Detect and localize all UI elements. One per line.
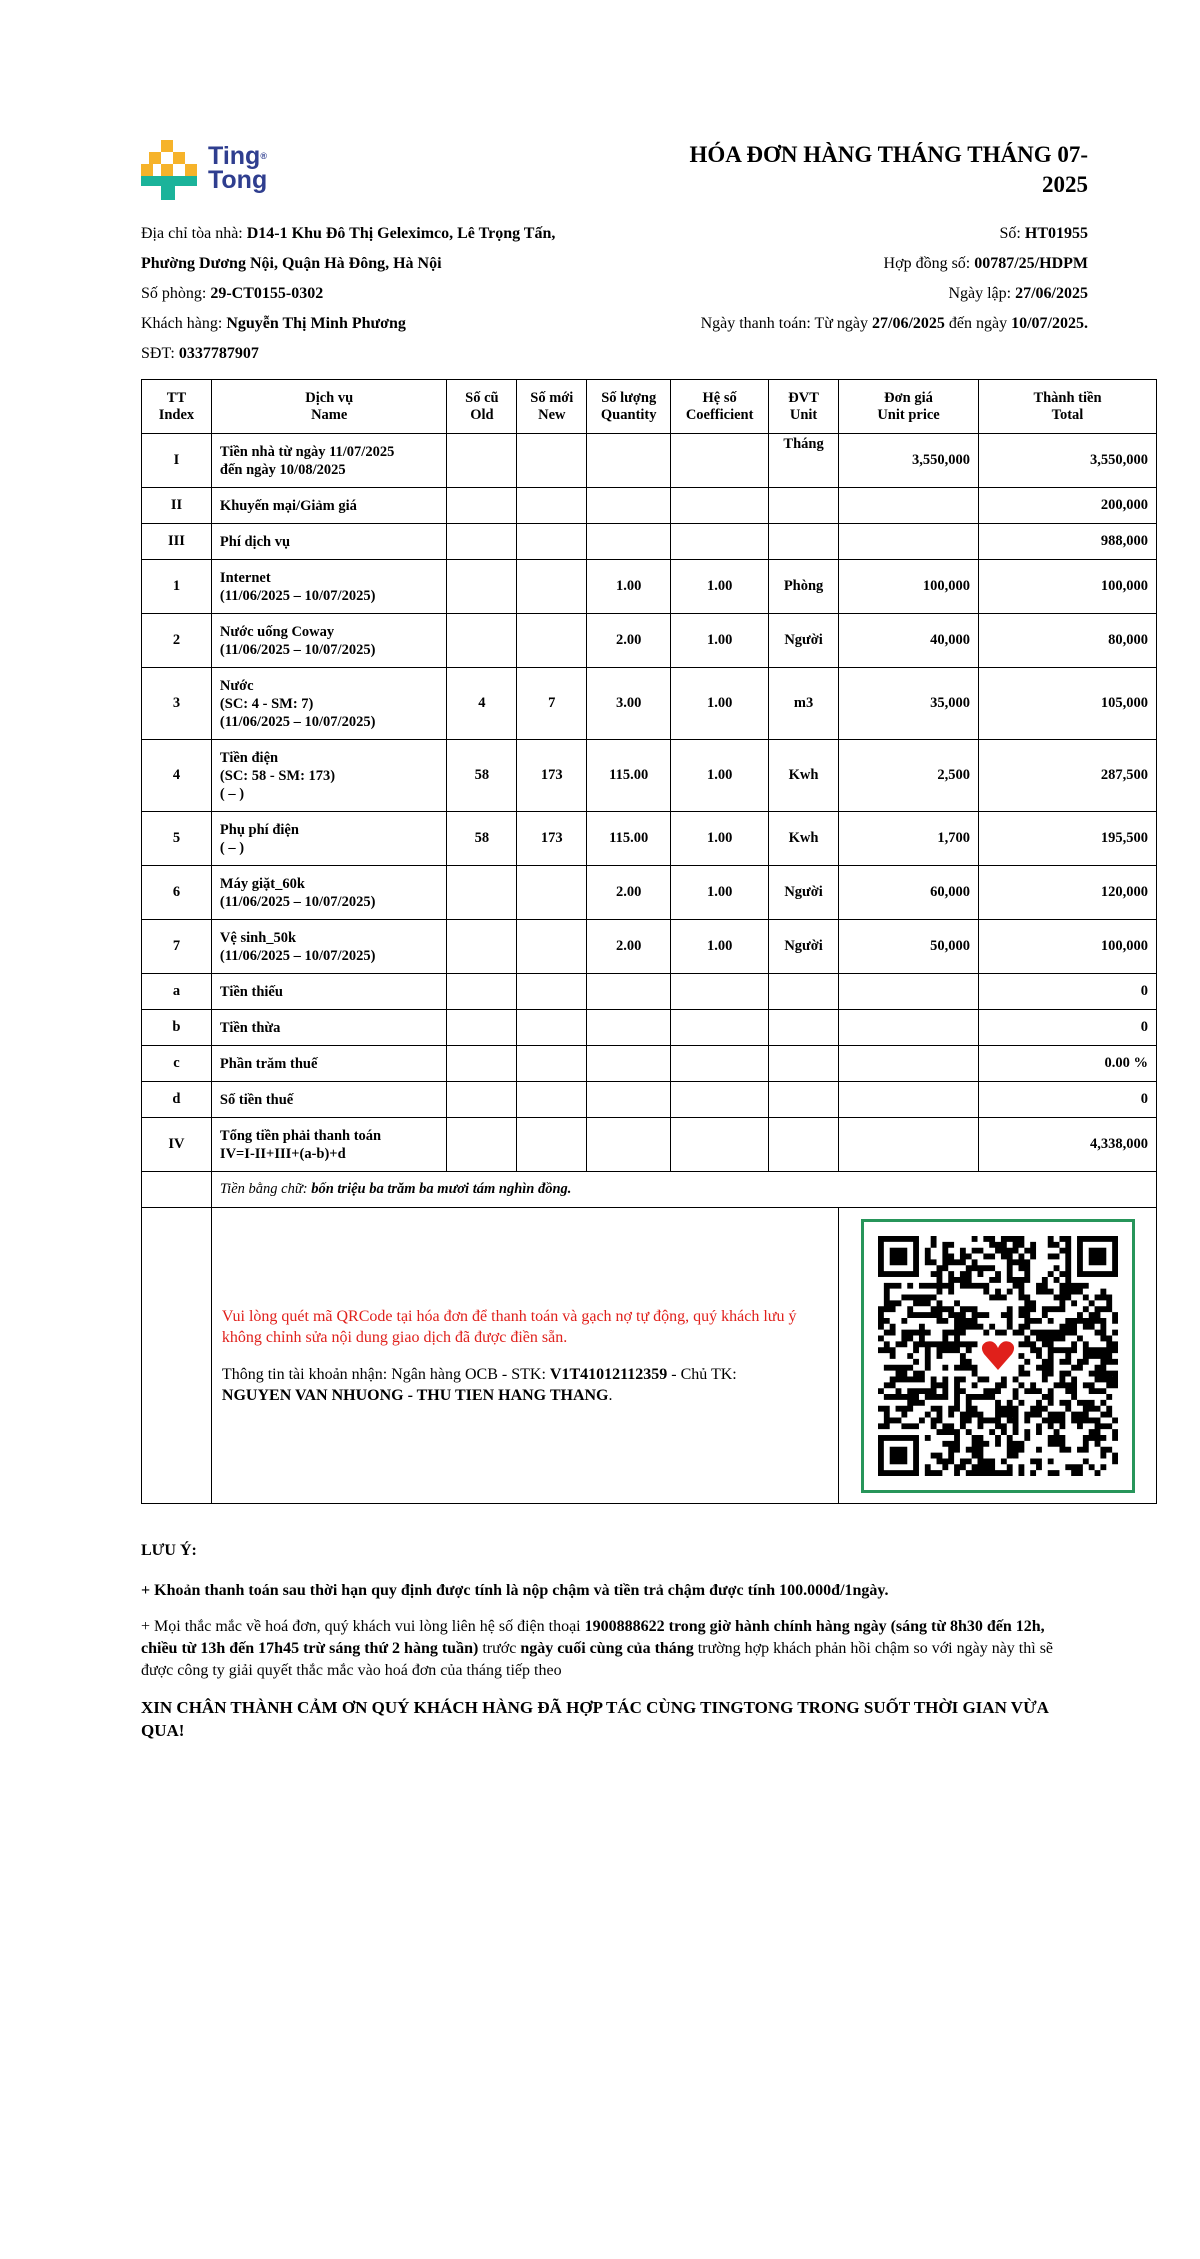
cell-unit [769, 488, 839, 524]
cell-old [447, 1010, 517, 1046]
cell-old [447, 1118, 517, 1172]
cell-qty: 2.00 [587, 614, 671, 668]
column-header [671, 380, 769, 434]
cell-coef: 1.00 [671, 920, 769, 974]
column-header [979, 380, 1157, 434]
cell-name: Vệ sinh_50k (11/06/2025 – 10/07/2025) [211, 920, 447, 974]
column-header-vi: Số lượng [601, 389, 657, 406]
invoice-title: HÓA ĐƠN HÀNG THÁNG THÁNG 07-2025 [689, 142, 1088, 197]
cell-price: 2,500 [839, 740, 979, 812]
late-payment-note: + Khoản thanh toán sau thời hạn quy định được tính là nộp chậm và tiền trả chậm được tính 100.000đ/1ngày. [141, 1582, 889, 1599]
column-header-vi: Hệ số [702, 389, 737, 406]
cell-name: Tiền thiếu [211, 974, 447, 1010]
cell-unit: Tháng [769, 434, 839, 488]
cell-total: 0 [979, 974, 1157, 1010]
table-row [142, 1010, 1157, 1046]
cell-name: Nước (SC: 4 - SM: 7) (11/06/2025 – 10/07/2025) [211, 668, 447, 740]
cell-total: 287,500 [979, 740, 1157, 812]
cell-old [447, 560, 517, 614]
cell-qty [587, 1010, 671, 1046]
cell-qty [587, 1118, 671, 1172]
cell-coef [671, 1118, 769, 1172]
cell-total: 80,000 [979, 614, 1157, 668]
cell-new [517, 488, 587, 524]
table-row [142, 434, 1157, 488]
qr-cell [839, 1208, 1157, 1504]
cell-unit: Kwh [769, 740, 839, 812]
thank-you-message: XIN CHÂN THÀNH CẢM ƠN QUÝ KHÁCH HÀNG ĐÃ HỢP TÁC CÙNG TINGTONG TRONG SUỐT THỜI GIAN VỪA QUA! [141, 1698, 1048, 1740]
cell-idx: 7 [142, 920, 212, 974]
column-header-en: Total [1051, 406, 1084, 423]
cell-qty [587, 488, 671, 524]
column-header [447, 380, 517, 434]
cell-coef: 1.00 [671, 740, 769, 812]
cell-coef [671, 1082, 769, 1118]
cell-name: Khuyến mại/Giảm giá [211, 488, 447, 524]
cell-price: 3,550,000 [839, 434, 979, 488]
column-header [839, 380, 979, 434]
tingtong-logo [141, 140, 286, 200]
table-row [142, 614, 1157, 668]
cell-coef: 1.00 [671, 668, 769, 740]
cell-idx: II [142, 488, 212, 524]
cell-price: 50,000 [839, 920, 979, 974]
cell-unit: Người [769, 866, 839, 920]
cell-total: 200,000 [979, 488, 1157, 524]
cell-name: Tổng tiền phải thanh toán IV=I-II+III+(a-b)+d [211, 1118, 447, 1172]
cell-coef: 1.00 [671, 866, 769, 920]
cell-unit [769, 1046, 839, 1082]
cell-price [839, 1010, 979, 1046]
cell-qty [587, 1082, 671, 1118]
cell-idx: b [142, 1010, 212, 1046]
notes-section [141, 1540, 1071, 1756]
cell-name: Máy giặt_60k (11/06/2025 – 10/07/2025) [211, 866, 447, 920]
cell-total: 0 [979, 1082, 1157, 1118]
cell-total: 100,000 [979, 920, 1157, 974]
cell-new [517, 614, 587, 668]
cell-coef: 1.00 [671, 614, 769, 668]
cell-new: 173 [517, 812, 587, 866]
column-header-en: Index [158, 406, 195, 423]
address-line2: Phường Dương Nội, Quận Hà Đông, Hà Nội [141, 255, 442, 272]
payment-qr-code-icon[interactable] [878, 1236, 1118, 1476]
cell-unit: m3 [769, 668, 839, 740]
column-header-vi: Dịch vụ [305, 389, 354, 406]
cell-unit: Phòng [769, 560, 839, 614]
column-header-vi: Số cũ [465, 389, 499, 406]
cell-coef [671, 974, 769, 1010]
cell-idx: a [142, 974, 212, 1010]
cell-price [839, 524, 979, 560]
cell-unit: Người [769, 614, 839, 668]
table-row [142, 974, 1157, 1010]
cell-new [517, 1046, 587, 1082]
cell-idx: 4 [142, 740, 212, 812]
cell-coef [671, 488, 769, 524]
cell-total: 0.00 % [979, 1046, 1157, 1082]
column-header-en: Name [311, 406, 348, 423]
room-number: Số phòng: 29-CT0155-0302 [141, 285, 324, 302]
cell-coef [671, 434, 769, 488]
column-header-vi: Thành tiền [1033, 389, 1102, 406]
cell-unit [769, 1082, 839, 1118]
customer-name: Khách hàng: Nguyễn Thị Minh Phương [141, 315, 406, 332]
cell-unit: Người [769, 920, 839, 974]
cell-new [517, 1010, 587, 1046]
cell-qty [587, 974, 671, 1010]
cell-qty [587, 524, 671, 560]
cell-new [517, 866, 587, 920]
cell-old [447, 920, 517, 974]
cell-old [447, 866, 517, 920]
cell-name: Internet (11/06/2025 – 10/07/2025) [211, 560, 447, 614]
cell-qty: 115.00 [587, 812, 671, 866]
qr-payment-row [142, 1208, 1157, 1504]
cell-idx: d [142, 1082, 212, 1118]
cell-total: 105,000 [979, 668, 1157, 740]
cell-coef: 1.00 [671, 812, 769, 866]
cell-qty: 3.00 [587, 668, 671, 740]
cell-idx: 1 [142, 560, 212, 614]
cell-old [447, 974, 517, 1010]
cell-old [447, 1082, 517, 1118]
cell-new [517, 560, 587, 614]
cell-unit [769, 1010, 839, 1046]
cell-name: Phần trăm thuế [211, 1046, 447, 1082]
cell-price [839, 1082, 979, 1118]
cell-price [839, 488, 979, 524]
cell-price [839, 1046, 979, 1082]
cell-idx: IV [142, 1118, 212, 1172]
invoice-table [141, 379, 1157, 1504]
customer-phone: SĐT: 0337787907 [141, 345, 259, 362]
table-row [142, 488, 1157, 524]
column-header [211, 380, 447, 434]
table-row [142, 866, 1157, 920]
notes-heading: LƯU Ý: [141, 1542, 197, 1559]
table-row [142, 920, 1157, 974]
cell-old [447, 1046, 517, 1082]
cell-coef: 1.00 [671, 560, 769, 614]
cell-old [447, 614, 517, 668]
cell-new [517, 920, 587, 974]
cell-old [447, 488, 517, 524]
logo-mark-icon [141, 140, 203, 200]
cell-idx: c [142, 1046, 212, 1082]
logo-wordmark: Ting® Tong [208, 142, 268, 194]
column-header-vi: ĐVT [788, 389, 819, 406]
cell-name: Nước uống Coway (11/06/2025 – 10/07/2025) [211, 614, 447, 668]
cell-total: 4,338,000 [979, 1118, 1157, 1172]
cell-idx: 3 [142, 668, 212, 740]
invoice-number: Số: HT01955 [999, 225, 1088, 242]
cell-new [517, 974, 587, 1010]
cell-total: 120,000 [979, 866, 1157, 920]
table-row [142, 740, 1157, 812]
table-row [142, 524, 1157, 560]
column-header-en: Unit price [877, 406, 940, 423]
cell-idx: III [142, 524, 212, 560]
cell-idx: 2 [142, 614, 212, 668]
cell-name: Số tiền thuế [211, 1082, 447, 1118]
cell-price: 40,000 [839, 614, 979, 668]
table-row [142, 812, 1157, 866]
cell-coef [671, 1046, 769, 1082]
cell-qty [587, 1046, 671, 1082]
cell-price [839, 974, 979, 1010]
column-header-vi: Số mới [530, 389, 574, 406]
payment-instructions [211, 1208, 838, 1504]
cell-unit [769, 974, 839, 1010]
column-header [587, 380, 671, 434]
cell-total: 195,500 [979, 812, 1157, 866]
cell-total: 0 [979, 1010, 1157, 1046]
table-row [142, 1118, 1157, 1172]
cell-idx: 5 [142, 812, 212, 866]
cell-unit [769, 1118, 839, 1172]
cell-name: Tiền thừa [211, 1010, 447, 1046]
cell-idx: I [142, 434, 212, 488]
table-row [142, 1082, 1157, 1118]
cell-old: 4 [447, 668, 517, 740]
cell-qty: 115.00 [587, 740, 671, 812]
cell-qty: 2.00 [587, 920, 671, 974]
cell-coef [671, 1010, 769, 1046]
cell-old [447, 434, 517, 488]
cell-coef [671, 524, 769, 560]
cell-price [839, 1118, 979, 1172]
cell-price: 60,000 [839, 866, 979, 920]
cell-new [517, 1082, 587, 1118]
cell-qty: 2.00 [587, 866, 671, 920]
cell-old [447, 524, 517, 560]
table-body [142, 434, 1157, 1172]
cell-name: Tiền nhà từ ngày 11/07/2025 đến ngày 10/08/2025 [211, 434, 447, 488]
table-header-row [142, 380, 1157, 434]
cell-old: 58 [447, 812, 517, 866]
cell-idx: 6 [142, 866, 212, 920]
column-header-vi: Đơn giá [884, 389, 933, 406]
column-header-en: Unit [789, 406, 818, 423]
cell-price: 35,000 [839, 668, 979, 740]
column-header-en: Coefficient [685, 406, 754, 423]
contact-note: + Mọi thắc mắc về hoá đơn, quý khách vui lòng liên hệ số điện thoại 1900888622 trong giờ hành chính hàng ngày (sáng từ 8h30 đến 12h, chiều từ 13h đến 17h45 trừ sáng thứ 2 hàng tuần) trước ngày cuối cùng của tháng trường hợp khách phản hồi chậm so với ngày này thì sẽ được công ty giải quyết thắc mắc vào hoá đơn của tháng tiếp theo [141, 1618, 1054, 1679]
address-line1: Địa chỉ tòa nhà: D14-1 Khu Đô Thị Geleximco, Lê Trọng Tấn, [141, 225, 556, 242]
cell-qty: 1.00 [587, 560, 671, 614]
cell-price: 1,700 [839, 812, 979, 866]
bank-account-info: Thông tin tài khoản nhận: Ngân hàng OCB - STK: V1T41012112359 - Chủ TK: NGUYEN VAN NHUONG - THU TIEN HANG THANG. [221, 1365, 737, 1404]
column-header-en: Quantity [600, 406, 657, 423]
cell-new: 7 [517, 668, 587, 740]
contract-number: Hợp đồng số: 00787/25/HDPM [883, 255, 1088, 272]
cell-unit: Kwh [769, 812, 839, 866]
column-header-en: New [538, 406, 566, 423]
cell-total: 988,000 [979, 524, 1157, 560]
table-row [142, 668, 1157, 740]
column-header-vi: TT [166, 389, 187, 406]
column-header [517, 380, 587, 434]
cell-name: Tiền điện (SC: 58 - SM: 173) ( – ) [211, 740, 447, 812]
qr-code-frame [861, 1219, 1135, 1493]
cell-unit [769, 524, 839, 560]
cell-name: Phí dịch vụ [211, 524, 447, 560]
cell-total: 100,000 [979, 560, 1157, 614]
cell-new [517, 1118, 587, 1172]
column-header [142, 380, 212, 434]
column-header [769, 380, 839, 434]
cell-name: Phụ phí điện ( – ) [211, 812, 447, 866]
table-row [142, 560, 1157, 614]
column-header-en: Old [470, 406, 494, 423]
cell-qty [587, 434, 671, 488]
amount-in-words: Tiền bằng chữ: bốn triệu ba trăm ba mươi tám nghìn đồng. [211, 1172, 1156, 1208]
table-row [142, 1046, 1157, 1082]
heart-icon [981, 1341, 1013, 1370]
cell-old: 58 [447, 740, 517, 812]
cell-total: 3,550,000 [979, 434, 1157, 488]
cell-new: 173 [517, 740, 587, 812]
cell-new [517, 524, 587, 560]
created-date: Ngày lập: 27/06/2025 [948, 285, 1088, 302]
qr-instruction-note: Vui lòng quét mã QRCode tại hóa đơn để thanh toán và gạch nợ tự động, quý khách lưu ý không chỉnh sửa nội dung giao dịch đã được điền sẵn. [221, 1307, 797, 1346]
cell-new [517, 434, 587, 488]
payment-period: Ngày thanh toán: Từ ngày 27/06/2025 đến ngày 10/07/2025. [700, 315, 1088, 332]
amount-in-words-row [142, 1172, 1157, 1208]
cell-price: 100,000 [839, 560, 979, 614]
